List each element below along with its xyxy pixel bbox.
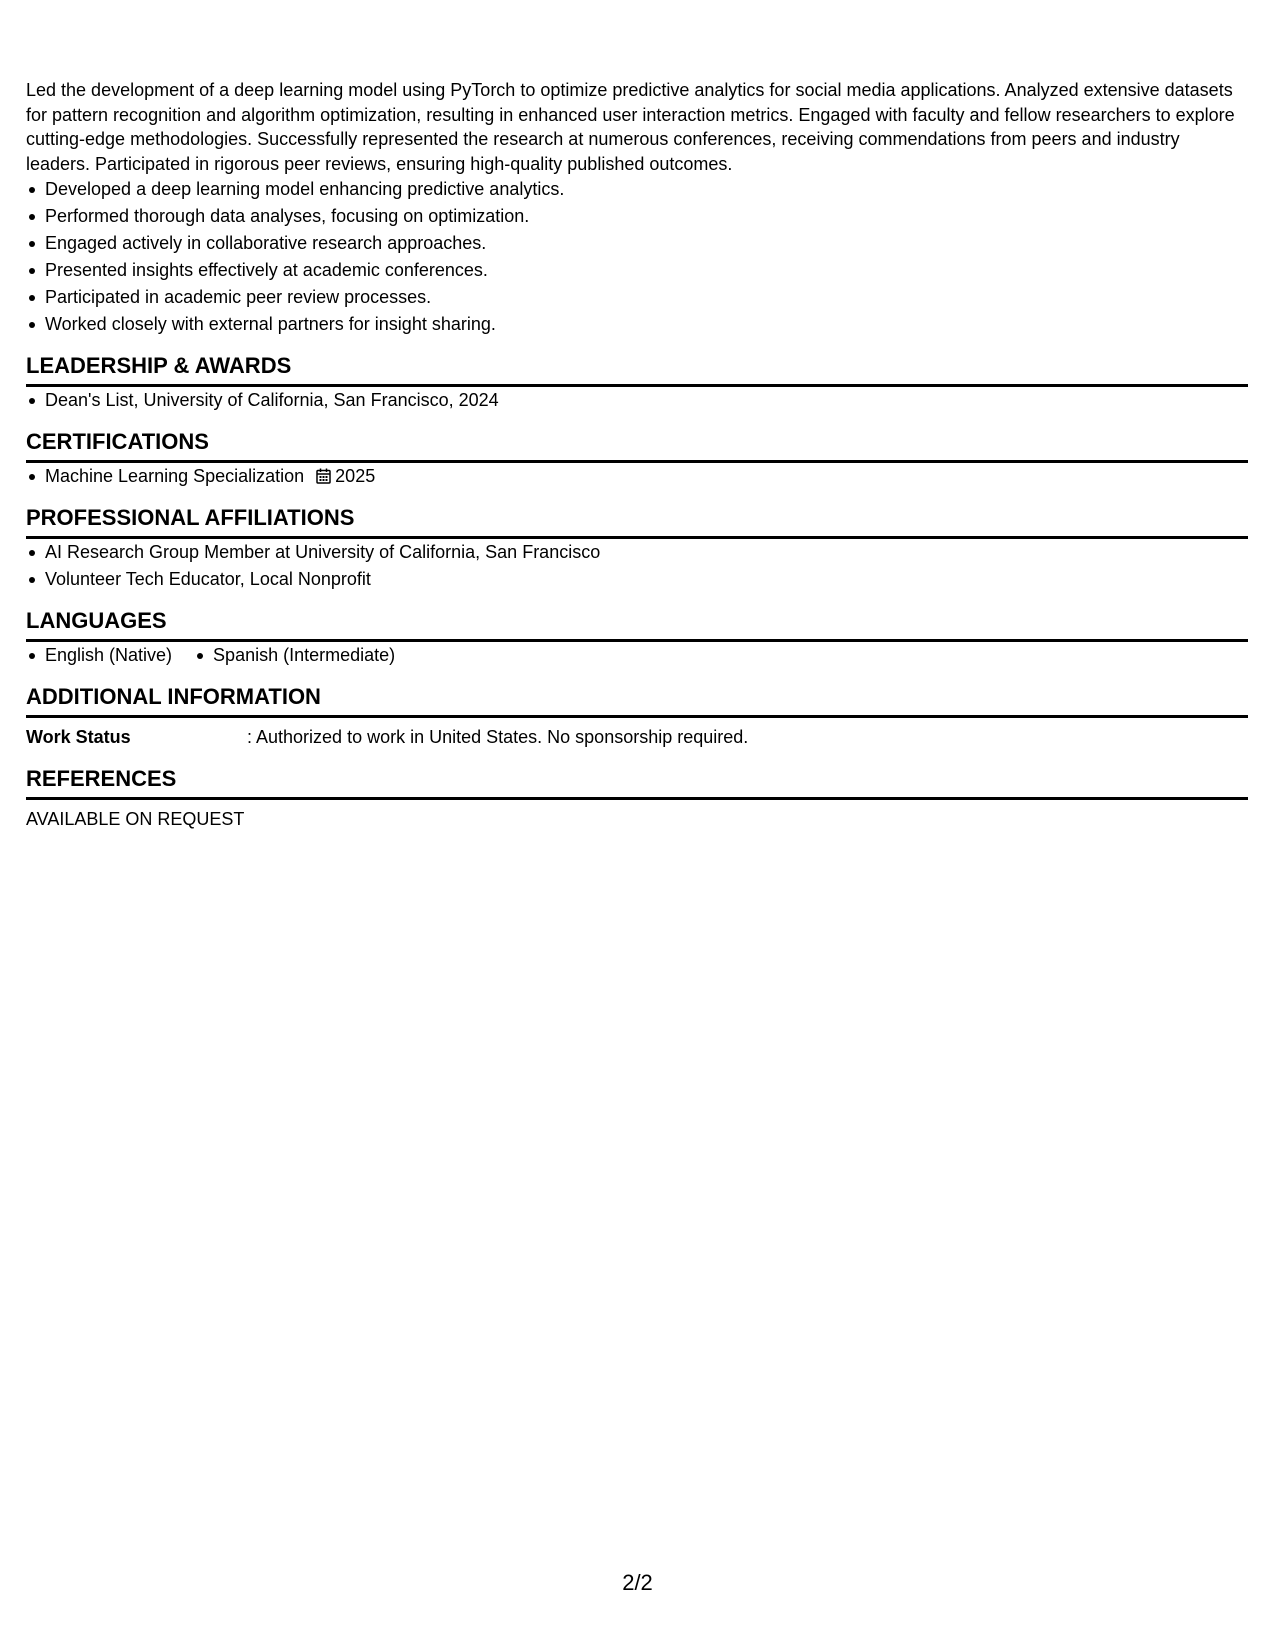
list-item xyxy=(26,463,1248,490)
list-item: Engaged actively in collaborative research approaches. xyxy=(26,230,1248,257)
experience-description: Led the development of a deep learning model using PyTorch to optimize predictive analytics for social media applications. Analyzed extensive datasets for pattern recognition and algorithm optimization, resulting in enhanced user interaction metrics. Engaged with faculty and fellow researchers to explore cutting-edge methodologies. Successfully represented the research at numerous conferences, receiving commendations from peers and industry leaders. Participated in rigorous peer reviews, ensuring high-quality published outcomes. xyxy=(26,80,1235,174)
list-item: Participated in academic peer review processes. xyxy=(26,284,1248,311)
affiliations-list xyxy=(26,539,1248,593)
languages-section xyxy=(26,608,1248,669)
list-item: Developed a deep learning model enhancing predictive analytics. xyxy=(26,176,1248,203)
certification-year: 2025 xyxy=(335,466,376,486)
list-item: Performed thorough data analyses, focusing on optimization. xyxy=(26,203,1248,230)
section-heading: PROFESSIONAL AFFILIATIONS xyxy=(26,505,1248,539)
section-heading: ADDITIONAL INFORMATION xyxy=(26,684,1248,718)
list-item: Volunteer Tech Educator, Local Nonprofit xyxy=(26,566,1248,593)
work-status-label: Work Status xyxy=(26,727,131,747)
list-item: AI Research Group Member at University of California, San Francisco xyxy=(26,539,1248,566)
leadership-section xyxy=(26,353,1248,414)
references-section xyxy=(26,766,1248,833)
certifications-list xyxy=(26,463,1248,490)
list-item: English (Native) xyxy=(26,642,172,669)
experience-bullet-list xyxy=(26,176,1248,338)
work-status-value: : Authorized to work in United States. No sponsorship required. xyxy=(247,727,749,747)
list-item: Presented insights effectively at academic conferences. xyxy=(26,257,1248,284)
list-item: Dean's List, University of California, San Francisco, 2024 xyxy=(26,387,1248,414)
list-item: Spanish (Intermediate) xyxy=(194,642,395,669)
page-number: 2/2 xyxy=(622,1570,653,1595)
additional-info-section xyxy=(26,684,1248,751)
references-text: AVAILABLE ON REQUEST xyxy=(26,809,245,829)
leadership-list xyxy=(26,387,1248,414)
certifications-section xyxy=(26,429,1248,490)
section-heading: CERTIFICATIONS xyxy=(26,429,1248,463)
list-item: Worked closely with external partners for insight sharing. xyxy=(26,311,1248,338)
section-heading: REFERENCES xyxy=(26,766,1248,800)
section-heading: LEADERSHIP & AWARDS xyxy=(26,353,1248,387)
section-heading: LANGUAGES xyxy=(26,608,1248,642)
certification-name: Machine Learning Specialization xyxy=(45,466,305,486)
calendar-icon xyxy=(316,468,331,484)
affiliations-section xyxy=(26,505,1248,593)
languages-list xyxy=(26,642,1248,669)
resume-page xyxy=(26,78,1248,833)
work-status-row xyxy=(26,724,1248,751)
